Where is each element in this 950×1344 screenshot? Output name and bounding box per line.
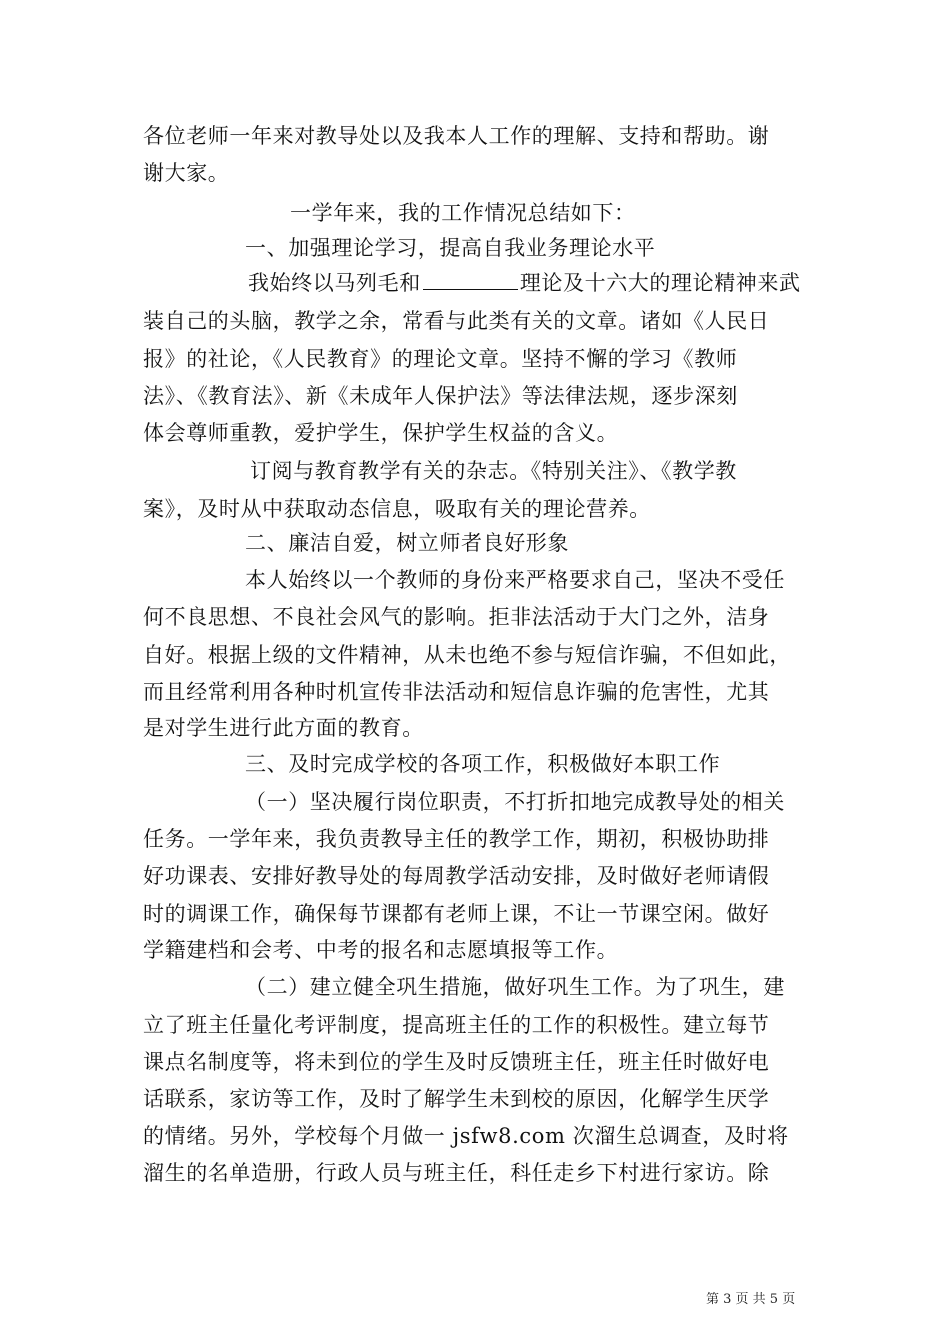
text-line: 一学年来，我的工作情况总结如下： xyxy=(290,201,636,225)
text-line: 谢大家。 xyxy=(143,161,230,185)
text-line xyxy=(248,271,801,295)
section-heading: 三、及时完成学校的各项工作，积极做好本职工作 xyxy=(245,752,721,776)
text-line: 案》，及时从中获取动态信息，吸取有关的理论营养。 xyxy=(143,497,651,521)
text-line: 何不良思想、不良社会风气的影响。拒非法活动于大门之外，洁身 xyxy=(143,605,770,629)
text-line: 自好。根据上级的文件精神，从未也绝不参与短信诈骗，不但如此， xyxy=(143,643,791,667)
text-line: 报》的社论，《人民教育》的理论文章。坚持不懈的学习《教师 xyxy=(143,347,738,371)
text-line: 时的调课工作，确保每节课都有老师上课，不让一节课空闲。做好 xyxy=(143,902,770,926)
text-line: （二）建立健全巩生措施，做好巩生工作。为了巩生，建 xyxy=(245,975,785,999)
section-heading: 一、加强理论学习，提高自我业务理论水平 xyxy=(245,236,656,260)
text-line: 任务。一学年来，我负责教导主任的教学工作，期初，积极协助排 xyxy=(143,827,770,851)
page-number: 第 3 页 共 5 页 xyxy=(706,1292,796,1307)
text-line: 立了班主任量化考评制度，提高班主任的工作的积极性。建立每节 xyxy=(143,1013,770,1037)
text-line: 课点名制度等，将未到位的学生及时反馈班主任，班主任时做好电 xyxy=(143,1050,770,1074)
text-line: 各位老师一年来对教导处以及我本人工作的理解、支持和帮助。谢 xyxy=(143,124,770,148)
text-line: 学籍建档和会考、中考的报名和志愿填报等工作。 xyxy=(143,938,619,962)
fill-in-blank xyxy=(423,271,518,290)
text-line: （一）坚决履行岗位职责，不打折扣地完成教导处的相关 xyxy=(245,790,785,814)
text-line: 体会尊师重教，爱护学生，保护学生权益的含义。 xyxy=(143,421,619,445)
text-line: 装自己的头脑，教学之余，常看与此类有关的文章。诸如《人民日 xyxy=(143,309,770,333)
section-heading: 二、廉洁自爱，树立师者良好形象 xyxy=(245,531,569,555)
text-line: 是对学生进行此方面的教育。 xyxy=(143,716,424,740)
text-line: 的情绪。另外，学校每个月做一 jsfw8.com 次溜生总调查，及时将 xyxy=(143,1124,789,1148)
text-line: 本人始终以一个教师的身份来严格要求自己，坚决不受任 xyxy=(245,568,785,592)
text-line: 溜生的名单造册，行政人员与班主任，科任走乡下村进行家访。除 xyxy=(143,1161,770,1185)
text-line: 好功课表、安排好教导处的每周教学活动安排，及时做好老师请假 xyxy=(143,864,770,888)
text-line: 订阅与教育教学有关的杂志。《特别关注》、《教学教 xyxy=(250,459,737,483)
text-line: 法》、《教育法》、新《未成年人保护法》等法律法规，逐步深刻 xyxy=(143,384,738,408)
text-line: 话联系，家访等工作，及时了解学生未到校的原因，化解学生厌学 xyxy=(143,1087,770,1111)
text-fragment: 我始终以马列毛和 xyxy=(248,271,421,295)
text-line: 而且经常利用各种时机宣传非法活动和短信息诈骗的危害性，尤其 xyxy=(143,680,770,704)
text-fragment: 理论及十六大的理论精神来武 xyxy=(519,271,801,295)
